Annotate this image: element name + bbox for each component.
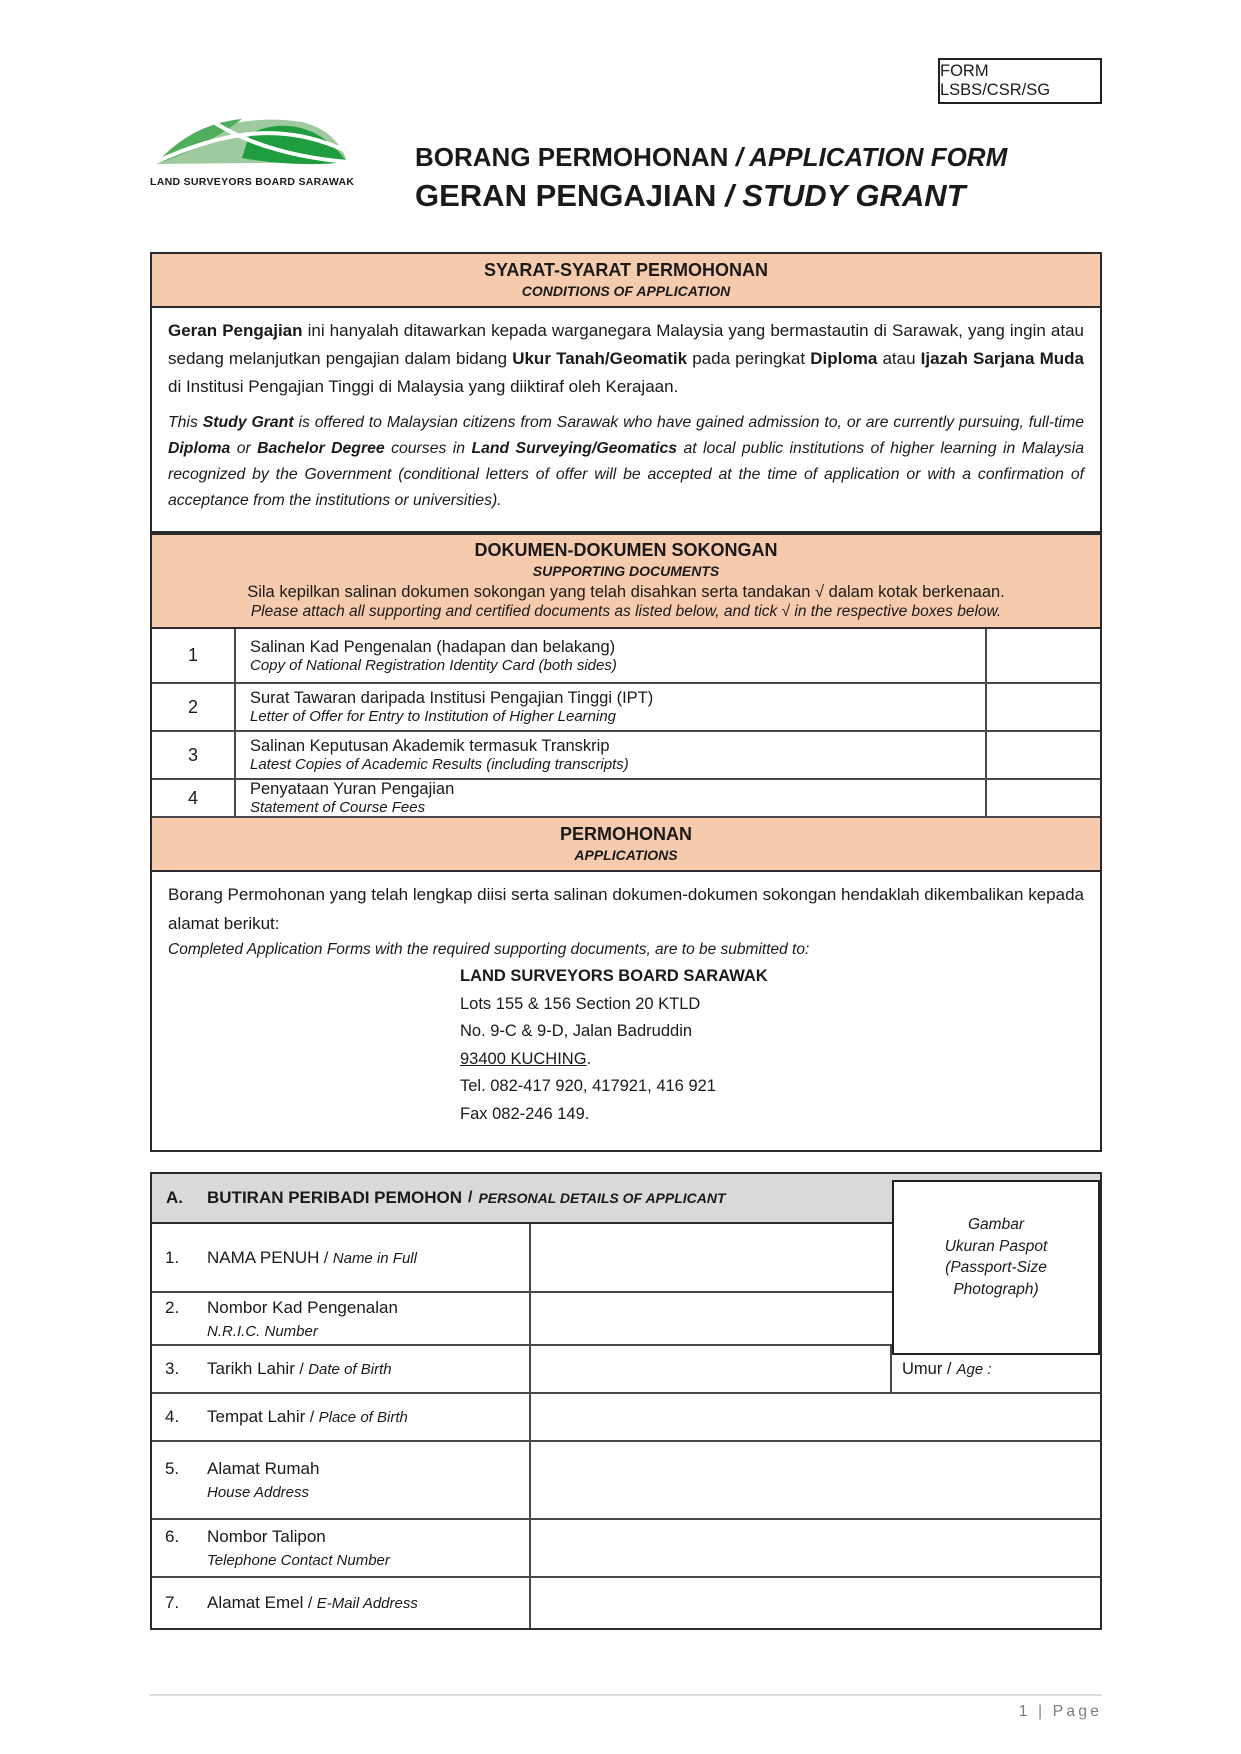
document-description-en: Statement of Course Fees — [250, 799, 426, 816]
documents-header — [152, 535, 1100, 629]
document-description-ms: Salinan Keputusan Akademik termasuk Transkrip — [250, 737, 610, 755]
field-label-ms: Tarikh Lahir — [207, 1359, 295, 1378]
conditions-body — [152, 308, 1100, 514]
conditions-ms-bold-3: Diploma — [810, 349, 878, 368]
page-number-value: 1 — [1018, 1703, 1031, 1720]
tick-box-1[interactable] — [985, 629, 1100, 682]
conditions-en-text-3: or — [230, 440, 258, 457]
conditions-paragraph-ms — [168, 317, 1084, 401]
field-label-ms: NAMA PENUH — [207, 1247, 320, 1267]
supporting-documents-section — [150, 533, 1102, 1152]
conditions-section — [150, 252, 1102, 533]
tick-box-3[interactable] — [985, 732, 1100, 778]
conditions-en-text-2: is offered to Malaysian citizens from Sarawak who have gained admission to, or are currently pursuing, full-time — [293, 414, 1085, 431]
field-label-name — [152, 1224, 529, 1291]
field-number: 3. — [165, 1359, 180, 1378]
document-description — [236, 780, 985, 816]
submission-address — [460, 963, 1084, 1128]
address-city-period: . — [586, 1049, 592, 1068]
document-row-1 — [152, 629, 1100, 684]
field-number: 4. — [165, 1407, 180, 1426]
field-label-ms: Nombor Talipon — [207, 1527, 326, 1546]
address-line-1: Lots 155 & 156 Section 20 KTLD — [460, 994, 701, 1013]
address-telephone: Tel. 082-417 920, 417921, 416 921 — [460, 1077, 716, 1095]
input-date-of-birth[interactable] — [529, 1346, 890, 1392]
address-city: 93400 KUCHING — [460, 1049, 587, 1068]
age-label-en: Age : — [956, 1360, 992, 1378]
page-number-separator: | — [1038, 1703, 1046, 1720]
documents-heading-en: SUPPORTING DOCUMENTS — [532, 563, 720, 579]
field-number: 6. — [165, 1527, 180, 1546]
documents-heading-ms: DOKUMEN-DOKUMEN SOKONGAN — [474, 540, 778, 560]
field-number: 2. — [165, 1297, 180, 1317]
section-a-heading-ms: BUTIRAN PERIBADI PEMOHON — [207, 1188, 463, 1207]
document-description-en: Copy of National Registration Identity Card (both sides) — [250, 656, 617, 674]
document-description — [236, 732, 985, 778]
document-description-ms: Penyataan Yuran Pengajian — [250, 780, 455, 798]
conditions-en-bold-1: Study Grant — [202, 414, 294, 431]
field-row-email — [152, 1578, 1100, 1628]
applications-instruction-ms: Borang Permohonan yang telah lengkap diisi serta salinan dokumen-dokumen sokongan hendaklah dikembalikan kepada alamat berikut: — [168, 885, 1084, 933]
conditions-ms-text-2: pada peringkat — [687, 349, 811, 368]
conditions-ms-text-1: ini hanyalah ditawarkan kepada warganegara Malaysia yang bermastautin di Sarawak, yang ingin atau sedang melanjutkan pengajian dalam bidang — [168, 321, 1084, 368]
applications-header — [152, 818, 1100, 872]
photo-box-line-3: (Passport-Size — [945, 1259, 1047, 1276]
field-label-en: N.R.I.C. Number — [207, 1322, 318, 1340]
address-org-name: LAND SURVEYORS BOARD SARAWAK — [460, 967, 768, 985]
conditions-ms-text-3: atau — [877, 349, 921, 368]
field-label-ms: Nombor Kad Pengenalan — [207, 1297, 398, 1317]
conditions-ms-bold-4: Ijazah Sarjana Muda — [920, 349, 1084, 368]
section-a-heading-en: PERSONAL DETAILS OF APPLICANT — [478, 1190, 726, 1206]
photo-box-line-1: Gambar — [968, 1216, 1024, 1233]
field-label-email — [152, 1578, 529, 1628]
form-code-box — [938, 58, 1102, 104]
applications-heading-ms: PERMOHONAN — [559, 824, 692, 844]
logo-label: LAND SURVEYORS BOARD SARAWAK — [150, 176, 355, 188]
document-description-ms: Salinan Kad Pengenalan (hadapan dan belakang) — [250, 637, 616, 656]
logo — [150, 112, 356, 188]
section-a-label: A. — [166, 1188, 183, 1207]
document-number: 2 — [152, 684, 236, 730]
tick-box-2[interactable] — [985, 684, 1100, 730]
photo-box-line-2: Ukuran Paspot — [944, 1237, 1048, 1255]
field-label-separator: / — [319, 1249, 333, 1267]
document-row-2 — [152, 684, 1100, 732]
form-code: FORM LSBS/CSR/SG — [940, 62, 1051, 99]
field-label-en: Name in Full — [332, 1249, 417, 1267]
field-label-en: Place of Birth — [318, 1409, 408, 1426]
field-label-place-of-birth — [152, 1394, 529, 1440]
conditions-en-text-4: courses in — [384, 440, 472, 457]
address-fax: Fax 082-246 149. — [460, 1104, 590, 1123]
applications-instruction-en: Completed Application Forms with the required supporting documents, are to be submitted to: — [168, 941, 810, 958]
footer-divider — [150, 1694, 1102, 1696]
document-title — [415, 142, 1007, 214]
conditions-en-text-1: This — [168, 414, 203, 431]
field-label-telephone — [152, 1520, 529, 1576]
applications-body — [152, 872, 1100, 1128]
field-label-separator: / — [294, 1361, 309, 1378]
field-number: 5. — [165, 1459, 180, 1478]
document-description — [236, 629, 985, 682]
conditions-heading-en: CONDITIONS OF APPLICATION — [521, 283, 731, 299]
title-line-1 — [415, 142, 1007, 173]
conditions-en-bold-3: Bachelor Degree — [257, 440, 385, 457]
input-telephone-number[interactable] — [529, 1520, 1100, 1576]
field-label-en: House Address — [207, 1484, 309, 1501]
conditions-en-bold-4: Land Surveying/Geomatics — [471, 440, 678, 457]
field-label-en: Telephone Contact Number — [207, 1552, 390, 1569]
applications-heading-en: APPLICATIONS — [574, 847, 678, 863]
document-number: 1 — [152, 629, 236, 682]
document-description-en: Letter of Offer for Entry to Institution of Higher Learning — [250, 708, 617, 725]
section-a-heading-separator: / — [468, 1189, 473, 1206]
field-label-separator: / — [303, 1595, 317, 1612]
document-number: 3 — [152, 732, 236, 778]
page-number-label: Page — [1052, 1703, 1102, 1720]
address-line-2: No. 9-C & 9-D, Jalan Badruddin — [460, 1022, 693, 1040]
field-label-nric — [152, 1293, 529, 1344]
conditions-en-bold-2: Diploma — [168, 440, 231, 457]
age-label-ms: Umur / — [902, 1359, 952, 1378]
conditions-ms-bold-2: Ukur Tanah/Geomatik — [512, 349, 688, 368]
input-house-address[interactable] — [529, 1442, 1100, 1518]
address-line-3 — [460, 1046, 1084, 1074]
title-line-2 — [415, 178, 1007, 214]
conditions-ms-text-4: di Institusi Pengajian Tinggi di Malaysia yang diiktiraf oleh Kerajaan. — [168, 377, 679, 396]
personal-details-section — [150, 1172, 1102, 1630]
conditions-header — [152, 254, 1100, 308]
conditions-paragraph-en — [168, 410, 1084, 514]
field-label-ms: Alamat Emel — [207, 1593, 304, 1612]
passport-photo-box[interactable] — [892, 1180, 1100, 1355]
field-label-separator: / — [305, 1409, 319, 1426]
documents-note-ms: Sila kepilkan salinan dokumen sokongan yang telah disahkan serta tandakan √ dalam kotak berkenaan. — [247, 583, 1005, 601]
field-label-house-address — [152, 1442, 529, 1518]
field-row-place-of-birth — [152, 1394, 1100, 1442]
photo-box-line-4: Photograph) — [953, 1280, 1039, 1298]
field-label-ms: Alamat Rumah — [207, 1459, 320, 1478]
document-description — [236, 684, 985, 730]
conditions-en-text-5: at local public institutions of higher learning in Malaysia recognized by the Government (conditional letters of offer will be accepted at the time of application or with a confirmation of acceptance from the institutions or universities). — [168, 440, 1084, 509]
document-number: 4 — [152, 780, 236, 816]
tick-box-4[interactable] — [985, 780, 1100, 816]
document-description-ms: Surat Tawaran daripada Institusi Pengajian Tinggi (IPT) — [250, 689, 654, 707]
title-line-1-en: / APPLICATION FORM — [735, 142, 1008, 172]
title-line-2-ms: GERAN PENGAJIAN — [415, 178, 717, 213]
field-row-house-address — [152, 1442, 1100, 1520]
field-label-ms: Tempat Lahir — [207, 1407, 306, 1426]
title-line-2-en: / STUDY GRANT — [725, 178, 966, 213]
conditions-ms-bold-1: Geran Pengajian — [168, 321, 303, 340]
page-number — [150, 1703, 1102, 1721]
field-label-en: Date of Birth — [308, 1361, 392, 1378]
field-number: 7. — [165, 1593, 180, 1612]
document-row-3 — [152, 732, 1100, 780]
field-row-telephone — [152, 1520, 1100, 1578]
logo-hills-icon — [150, 112, 354, 170]
documents-note-en: Please attach all supporting and certified documents as listed below, and tick √ in the respective boxes below. — [250, 603, 1002, 620]
document-description-en: Latest Copies of Academic Results (including transcripts) — [250, 756, 629, 773]
conditions-heading-ms: SYARAT-SYARAT PERMOHONAN — [483, 260, 769, 280]
input-place-of-birth[interactable] — [529, 1394, 1100, 1440]
field-number: 1. — [165, 1247, 180, 1267]
title-line-1-ms: BORANG PERMOHONAN — [415, 142, 729, 172]
field-label-en: E-Mail Address — [316, 1595, 418, 1612]
input-email-address[interactable] — [529, 1578, 1100, 1628]
field-label-date-of-birth — [152, 1346, 529, 1392]
document-row-4 — [152, 780, 1100, 818]
